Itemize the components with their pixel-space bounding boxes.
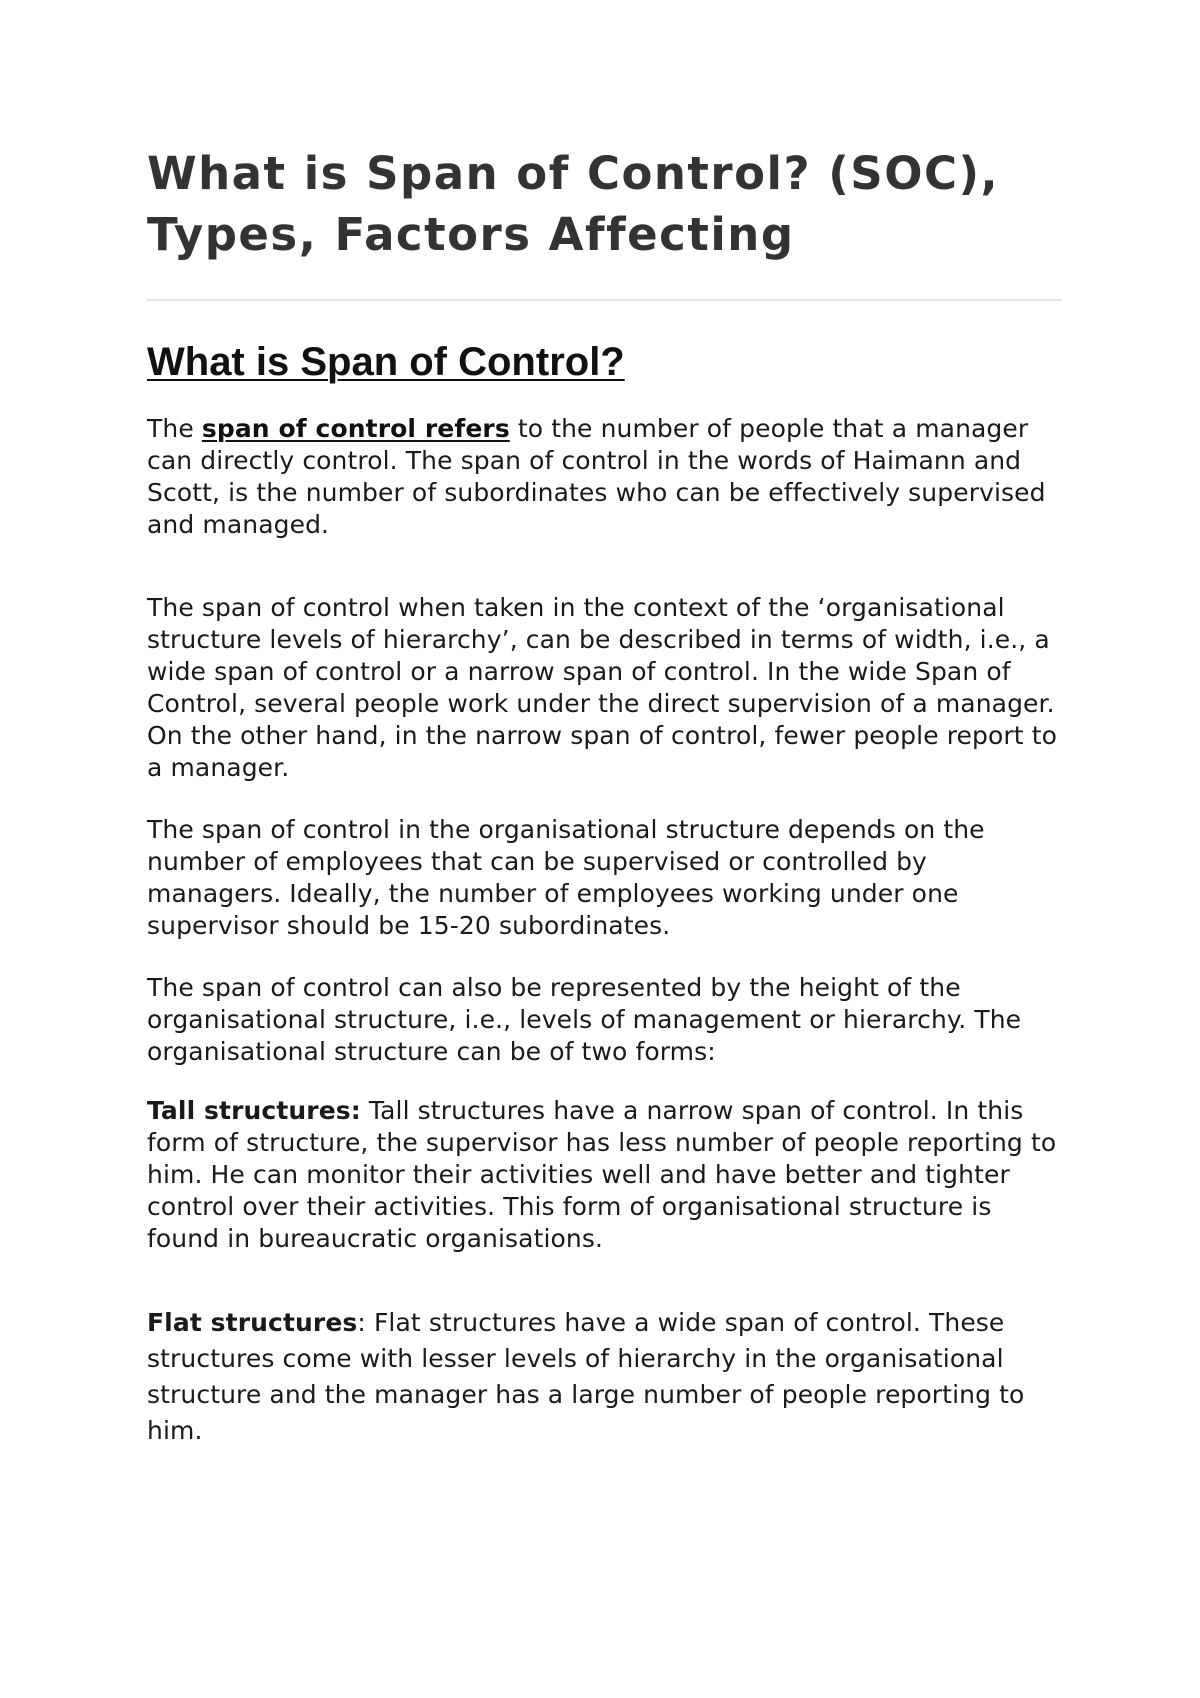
section-heading: What is Span of Control? (147, 340, 625, 384)
paragraph-flat-structures (147, 1305, 1067, 1449)
span-of-control-link[interactable]: span of control refers (201, 414, 510, 443)
paragraph-tall-structures (147, 1095, 1067, 1255)
paragraph-height: The span of control can also be represented by the height of the organisational structure, i.e., levels of management or hierarchy. The organisational structure can be of two forms: (147, 973, 1022, 1066)
paragraph-definition-rest: to the number of people that a manager can directly control. The span of control in the words of Haimann and Scott, is the number of subordinates who can be effectively supervised and managed. (147, 414, 1046, 539)
flat-structures-text: : Flat structures have a wide span of control. These structures come with lesser levels of hierarchy in the organisational structure and the manager has a large number of people reporting to him. (147, 1308, 1025, 1445)
paragraph-definition (147, 413, 1067, 541)
tall-structures-term: Tall structures: (147, 1096, 361, 1125)
paragraph-depends: The span of control in the organisational structure depends on the number of employees that can be supervised or controlled by managers. Ideally, the number of employees working under one supervisor should be 15-20 subordinates. (147, 815, 985, 940)
document-page (147, 143, 1067, 1449)
page-title: What is Span of Control? (SOC), Types, Factors Affecting (147, 147, 1000, 261)
paragraph-definition-lead: The (147, 414, 202, 443)
title-divider (147, 299, 1062, 301)
tall-structures-text: Tall structures have a narrow span of control. In this form of structure, the supervisor has less number of people reporting to him. He can monitor their activities well and have better and tighter control over their activities. This form of organisational structure is found in bureaucratic organisations. (147, 1096, 1057, 1253)
flat-structures-term: Flat structures (147, 1308, 358, 1337)
paragraph-width: The span of control when taken in the context of the ‘organisational structure levels of hierarchy’, can be described in terms of width, i.e., a wide span of control or a narrow span of control. In the wide Span of Control, several people work under the direct supervision of a manager. On the other hand, in the narrow span of control, fewer people report to a manager. (147, 593, 1058, 782)
